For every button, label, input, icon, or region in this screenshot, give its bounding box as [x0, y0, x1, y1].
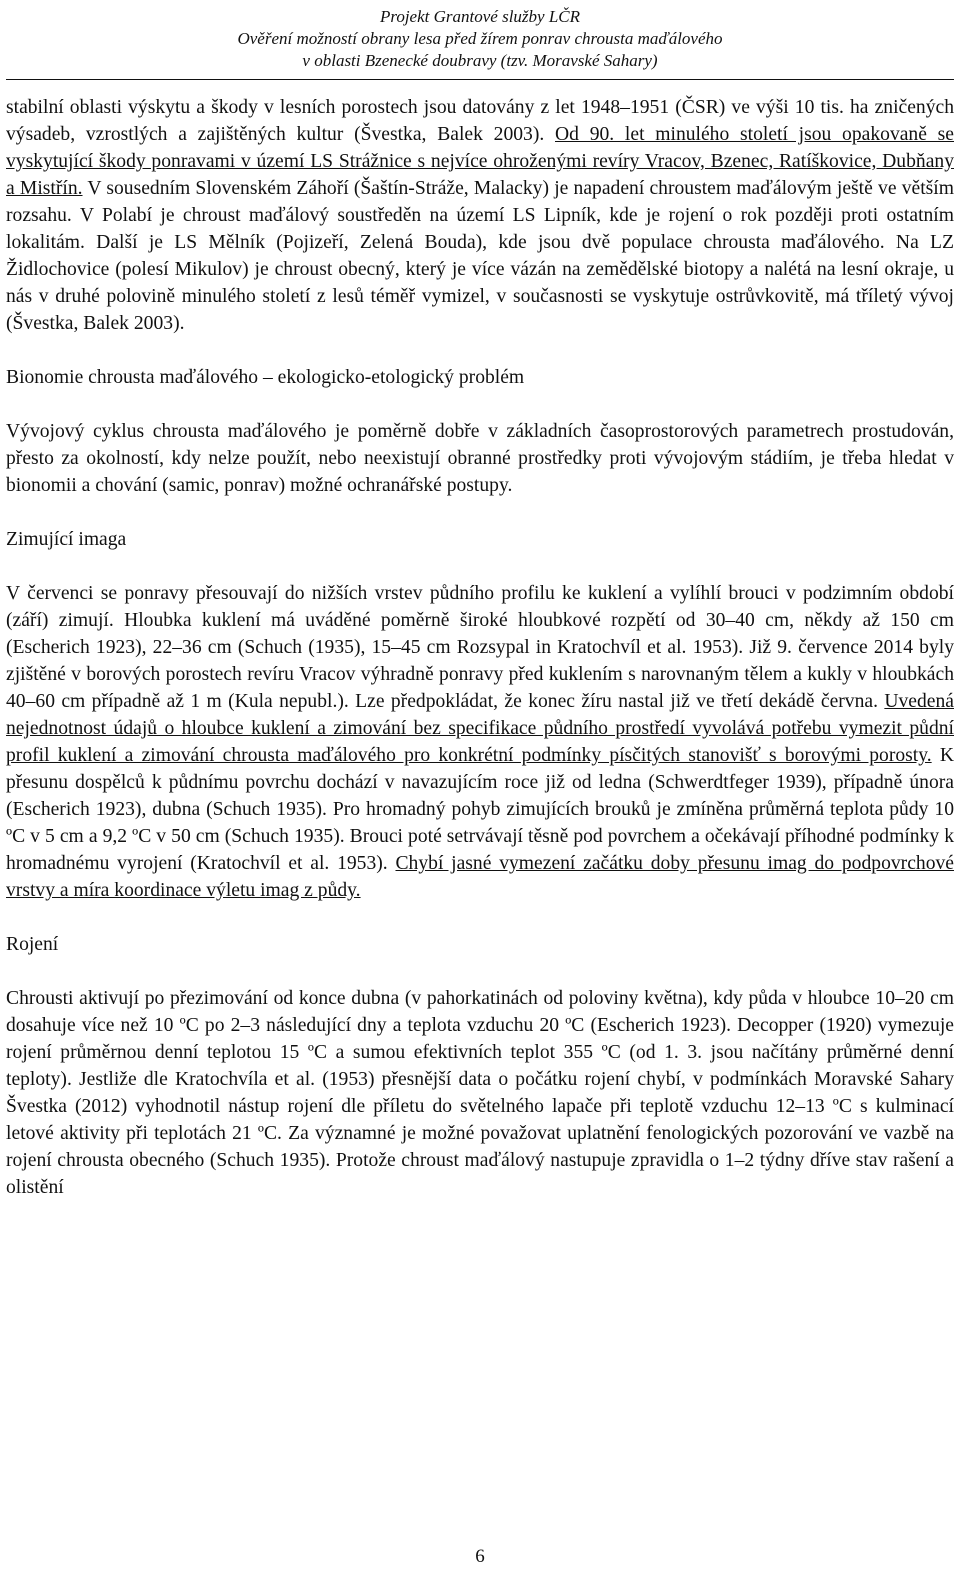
header-location: v oblasti Bzenecké doubravy (tzv. Moravské Sahary)	[302, 51, 658, 70]
underlined-text: Od 90. let minulého století jsou opakovaně se vyskytující škody ponravami v území LS Strážnice s nejvíce ohroženými revíry Vracov, Bzenec, Ratíškovice, Dubňany a Mistřín.	[6, 124, 954, 199]
paragraph-text: K přesunu dospělců k půdnímu povrchu dochází v navazujícím roce již od ledna (Schwerdtfeger 1939), případně února (Escherich 1923), dubna (Schuch 1935). Pro hromadný pohyb zimujících brouků je zmíněna průměrná teplota půdy 10 ºC v 5 cm a 9,2 ºC v 50 cm (Schuch 1935). Brouci poté setrvávají těsně pod povrchem a očekávají příhodné podmínky k hromadnému vyrojení (Kratochvíl et al. 1953).	[6, 745, 954, 874]
paragraph-text: V červenci se ponravy přesouvají do nižších vrstev půdního profilu ke kuklení a vylíhlí brouci v podzimním období (září) zimují. Hloubka kuklení má uváděné poměrně široké hloubkové rozpětí od 30–40 cm, někdy až 150 cm (Escherich 1923), 22–36 cm (Schuch (1935), 15–45 cm Rozsypal in Kratochvíl et al. 1953). Již 9. července 2014 byly zjištěné v borových porostech revíru Vracov výhradně ponravy před kuklením s narovnaným tělem a kukly v hloubkách 40–60 cm případně až 1 m (Kula nepubl.). Lze předpokládat, že konec žíru nastal již ve třetí dekádě června.	[6, 583, 954, 712]
header-subtitle: Ověření možností obrany lesa před žírem ponrav chrousta maďálového	[237, 29, 723, 48]
paragraph-text: stabilní oblasti výskytu a škody v lesních porostech jsou datovány z let 1948–1951 (ČSR) ve výši 10 tis. ha zničených výsadeb, vzrostlých a zajištěných kultur (Švestka, Balek 2003).	[6, 97, 954, 145]
paragraph-life-cycle: Vývojový cyklus chrousta maďálového je poměrně dobře v základních časoprostorových parametrech prostudován, přesto za okolností, kdy nelze použít, nebo neexistují obranné prostředky proti vývojovým stádiím, je třeba hledat v bionomii a chování (samic, ponrav) možné ochranářské postupy.	[6, 421, 954, 496]
section-heading-zimujici-imaga: Zimující imaga	[6, 529, 127, 550]
section-heading-bionomie: Bionomie chrousta maďálového – ekologicko-etologický problém	[6, 367, 525, 388]
paragraph-swarming: Chrousti aktivují po přezimování od konce dubna (v pahorkatinách od poloviny května), kdy půda v hloubce 10–20 cm dosahuje více než 10 ºC po 2–3 následující dny a teplota vzduchu 20 ºC (Escherich 1923). Decopper (1920) vymezuje rojení průměrnou denní teplotou 15 ºC a sumou efektivních teplot 355 ºC (od 1. 3. jsou načítány průměrné denní teploty). Jestliže dle Kratochvíla et al. (1953) přesnější data o počátku rojení chybí, v podmínkách Moravské Sahary Švestka (2012) vyhodnotil nástup rojení dle příletu do světelného lapače při teplotě vzduchu 12–13 ºC s kulminací letové aktivity při teplotách 21 ºC. Za významné je možné považovat uplatnění fenologických pozorování ve vazbě na rojení chrousta obecného (Schuch 1935). Protože chroust maďálový nastupuje zpravidla o 1–2 týdny dříve stav rašení a olistění	[6, 988, 954, 1198]
section-heading-rojeni: Rojení	[6, 934, 59, 955]
paragraph-wintering	[6, 580, 954, 904]
underlined-text: Uvedená nejednotnost údajů o hloubce kuklení a zimování bez specifikace půdního prostředí vyvolává potřebu vymezit půdní profil kuklení a zimování chrousta maďálového pro konkrétní podmínky písčitých stanovišť s borovými porosty.	[6, 691, 954, 766]
document-body	[6, 94, 954, 1201]
underlined-text: Chybí jasné vymezení začátku doby přesunu imag do podpovrchové vrstvy a míra koordinace výletu imag z půdy.	[6, 853, 954, 901]
paragraph-text: V sousedním Slovenském Záhoří (Šaštín-Stráže, Malacky) je napadení chroustem maďálovým ještě ve větším rozsahu. V Polabí je chroust maďálový soustředěn na území LS Lipník, kde je rojení o rok později proti ostatním lokalitám. Další je LS Mělník (Pojizeří, Zelená Bouda), kde jsou dvě populace chrousta maďálového. Na LZ Židlochovice (polesí Mikulov) je chroust obecný, který je více vázán na zemědělské biotopy a nalétá na lesní okraje, u nás v druhé polovině minulého století z lesů téměř vymizel, v současnosti se vyskytuje ostrůvkovitě, má tříletý vývoj (Švestka, Balek 2003).	[6, 178, 954, 334]
page-header	[0, 6, 960, 72]
page-number: 6	[475, 1546, 485, 1567]
paragraph-damage-history	[6, 94, 954, 337]
header-rule	[6, 79, 954, 80]
header-project-title: Projekt Grantové služby LČR	[379, 7, 581, 26]
